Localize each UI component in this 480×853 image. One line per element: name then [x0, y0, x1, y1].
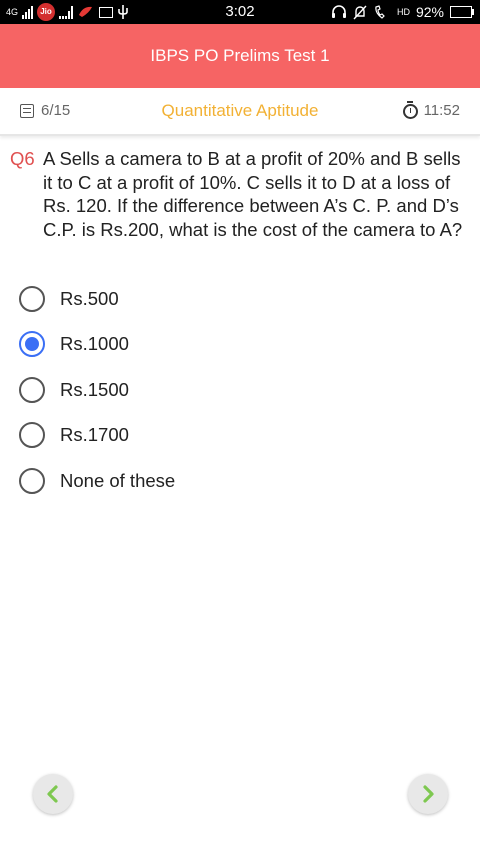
volte-call-icon — [373, 5, 391, 20]
info-bar — [0, 88, 480, 136]
radio-button[interactable] — [19, 331, 45, 357]
status-bar — [0, 0, 480, 24]
status-right — [331, 2, 474, 22]
option-3[interactable] — [0, 367, 480, 413]
progress-text: 6/15 — [41, 102, 71, 119]
carrier-badge: Jio — [37, 3, 55, 21]
option-label: Rs.1000 — [60, 333, 129, 355]
app-title: IBPS PO Prelims Test 1 — [150, 46, 330, 65]
radio-button[interactable] — [19, 468, 45, 494]
option-label: None of these — [60, 469, 176, 491]
radio-button[interactable] — [19, 377, 45, 403]
stopwatch-icon — [403, 104, 418, 119]
question-text: A Sells a camera to B at a profit of 20% and B sells it to C at a profit of 10%. C sells it to D at a loss of Rs. 120. If the difference between A’s C. P. and D’s C.P. is Rs.200, what is the cost of the camera to A? — [43, 148, 463, 240]
app-bar — [0, 24, 480, 88]
timer — [403, 102, 460, 119]
option-1[interactable] — [0, 276, 480, 322]
battery-percent: 92% — [415, 4, 444, 20]
status-time: 3:02 — [225, 3, 255, 20]
list-icon — [20, 104, 34, 118]
bell-muted-icon — [353, 5, 367, 20]
timer-text: 11:52 — [423, 102, 460, 119]
option-5[interactable] — [0, 458, 480, 504]
chevron-right-icon — [417, 783, 439, 805]
next-question-button[interactable] — [408, 774, 448, 814]
network-type: 4G — [6, 6, 19, 17]
battery-icon — [450, 6, 474, 18]
radio-button[interactable] — [19, 422, 45, 448]
option-label: Rs.1500 — [60, 378, 129, 400]
question — [10, 147, 470, 241]
chevron-left-icon — [42, 783, 64, 805]
hd-label: HD — [396, 6, 410, 17]
previous-question-button[interactable] — [33, 774, 73, 814]
question-number: Q6 — [10, 148, 35, 169]
option-label: Rs.500 — [60, 287, 119, 309]
question-progress[interactable] — [20, 102, 70, 119]
section-title-text: Quantitative Aptitude — [161, 101, 319, 120]
radio-button[interactable] — [19, 286, 45, 312]
option-4[interactable] — [0, 413, 480, 459]
option-2[interactable] — [0, 322, 480, 368]
options-list — [0, 276, 480, 504]
headset-icon — [331, 5, 347, 19]
option-label: Rs.1700 — [60, 424, 129, 446]
